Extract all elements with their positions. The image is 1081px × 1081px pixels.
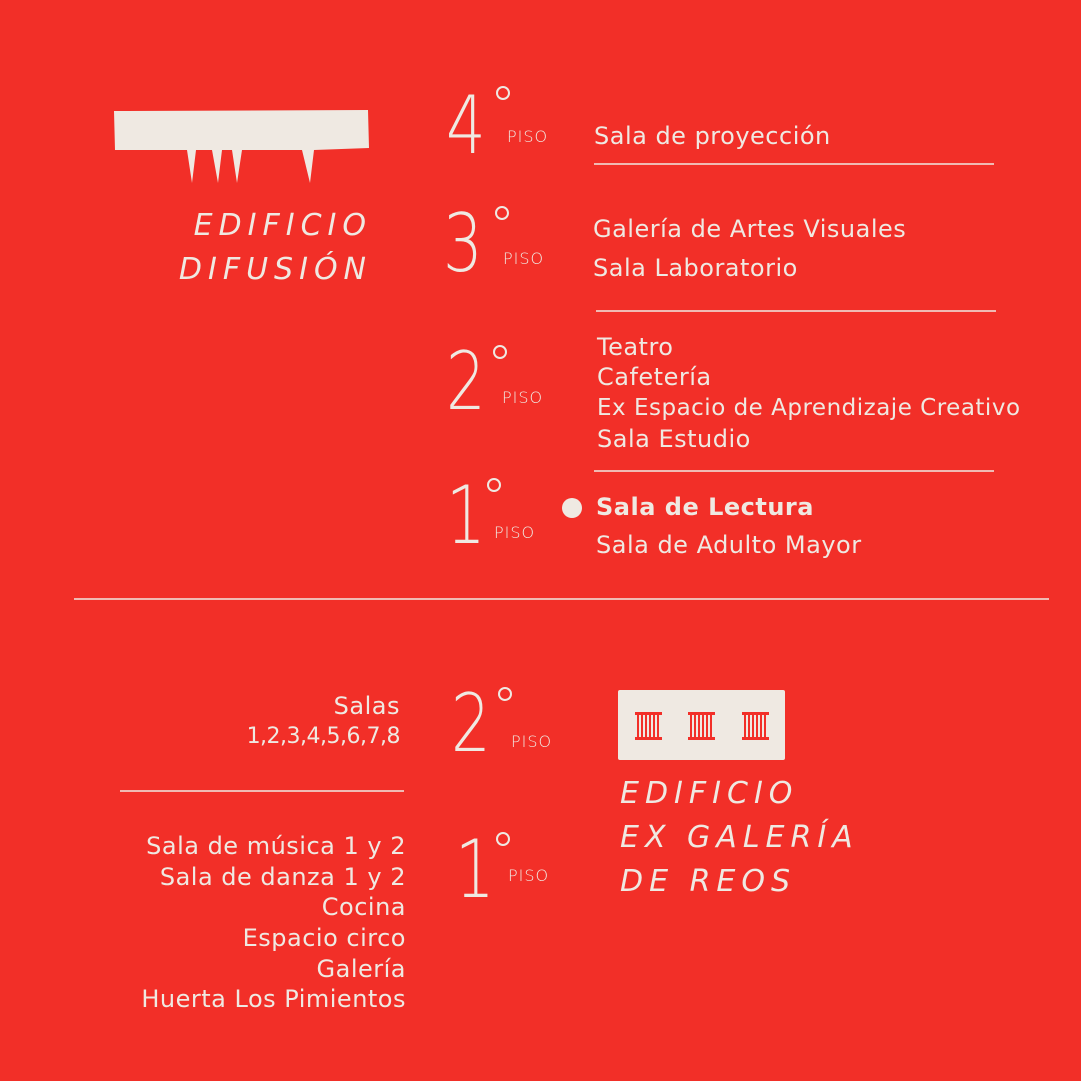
floor-4-number: 4 bbox=[446, 79, 483, 172]
floor-2-room-2: Cafetería bbox=[597, 363, 712, 391]
floor-2-room-3: Ex Espacio de Aprendizaje Creativo bbox=[597, 395, 1021, 421]
difusion-building-name bbox=[150, 204, 372, 292]
degree-icon bbox=[496, 832, 510, 846]
galeria-floor-1-number: 1 bbox=[455, 823, 492, 916]
divider bbox=[120, 790, 404, 792]
building-difusion-icon bbox=[112, 108, 372, 188]
degree-icon bbox=[498, 687, 512, 701]
galeria-floor-1-room-1: Sala de música 1 y 2 bbox=[146, 832, 406, 860]
degree-icon bbox=[496, 86, 510, 100]
galeria-building-name bbox=[620, 772, 859, 904]
floor-3-room-1: Galería de Artes Visuales bbox=[593, 215, 907, 243]
floor-2-number: 2 bbox=[446, 335, 483, 428]
degree-icon bbox=[495, 206, 509, 220]
difusion-name-line1: EDIFICIO bbox=[193, 208, 372, 243]
floor-2-room-4: Sala Estudio bbox=[597, 425, 751, 453]
galeria-name-line1: EDIFICIO bbox=[620, 776, 799, 811]
degree-icon bbox=[493, 345, 507, 359]
galeria-floor-1-room-5: Galería bbox=[316, 955, 406, 983]
divider bbox=[594, 470, 994, 472]
current-location-icon bbox=[562, 498, 582, 518]
galeria-floor-1-room-6: Huerta Los Pimientos bbox=[141, 985, 406, 1013]
building-galeria-icon bbox=[618, 690, 786, 762]
degree-icon bbox=[487, 478, 501, 492]
galeria-floor-1-room-2: Sala de danza 1 y 2 bbox=[159, 863, 406, 891]
divider bbox=[594, 163, 994, 165]
galeria-floor-1-room-4: Espacio circo bbox=[242, 924, 406, 952]
floor-3-number: 3 bbox=[443, 197, 480, 290]
floor-1-label: PISO bbox=[494, 523, 536, 542]
floor-1-number: 1 bbox=[446, 469, 483, 562]
galeria-floor-2-number: 2 bbox=[451, 677, 488, 770]
divider bbox=[596, 310, 996, 312]
floor-4-label: PISO bbox=[507, 127, 549, 146]
floor-4-room-1: Sala de proyección bbox=[594, 122, 831, 150]
floor-1-room-1: Sala de Lectura bbox=[596, 493, 814, 521]
floor-2-label: PISO bbox=[502, 388, 544, 407]
galeria-floor-2-room-1: Salas bbox=[333, 692, 400, 720]
floor-1-room-2: Sala de Adulto Mayor bbox=[596, 531, 862, 559]
galeria-floor-1-label: PISO bbox=[508, 866, 550, 885]
galeria-floor-2-room-2: 1,2,3,4,5,6,7,8 bbox=[246, 724, 400, 749]
galeria-name-line2: EX GALERÍA bbox=[620, 820, 859, 855]
floor-3-label: PISO bbox=[503, 249, 545, 268]
difusion-name-line2: DIFUSIÓN bbox=[178, 252, 372, 287]
galeria-floor-2-label: PISO bbox=[511, 732, 553, 751]
galeria-floor-1-room-3: Cocina bbox=[321, 893, 406, 921]
galeria-name-line3: DE REOS bbox=[620, 864, 797, 899]
floor-3-room-2: Sala Laboratorio bbox=[593, 254, 798, 282]
floor-2-room-1: Teatro bbox=[597, 333, 674, 361]
section-divider bbox=[74, 598, 1049, 600]
